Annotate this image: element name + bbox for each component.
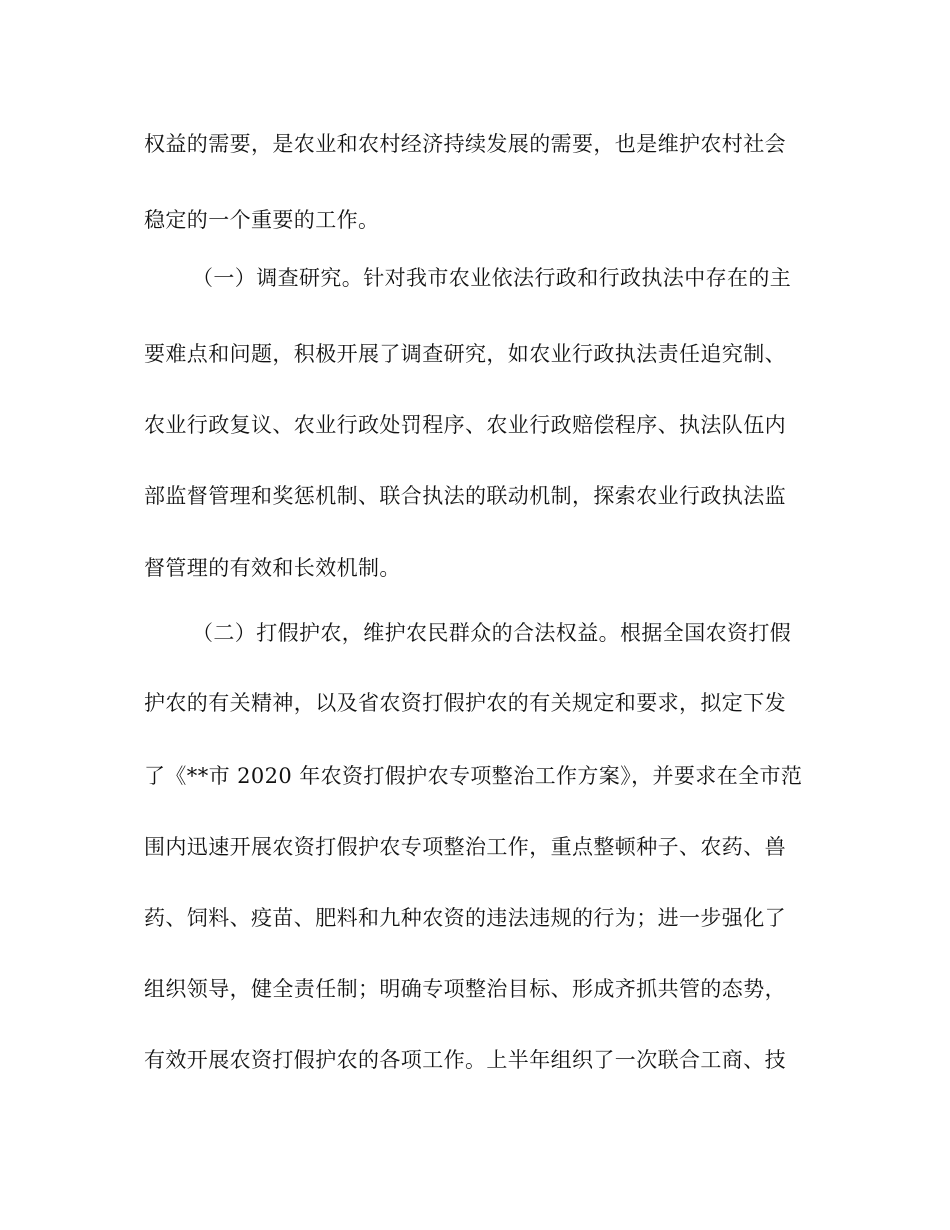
paragraph-line: 药、饲料、疫苗、肥料和九种农资的违法违规的行为；进一步强化了 <box>144 906 786 930</box>
paragraph-line: 有效开展农资打假护农的各项工作。上半年组织了一次联合工商、技 <box>144 1048 786 1072</box>
section-heading-line: （一）调查研究。针对我市农业依法行政和行政执法中存在的主 <box>192 266 792 290</box>
paragraph-line: 了《**市 2020 年农资打假护农专项整治工作方案》，并要求在全市范 <box>144 764 803 788</box>
paragraph-line: 围内迅速开展农资打假护农专项整治工作，重点整顿种子、农药、兽 <box>144 835 786 859</box>
paragraph-line: 权益的需要，是农业和农村经济持续发展的需要，也是维护农村社会 <box>144 132 786 156</box>
paragraph-line: 部监督管理和奖惩机制、联合执法的联动机制，探索农业行政执法监 <box>144 484 786 508</box>
paragraph-line: 组织领导，健全责任制；明确专项整治目标、形成齐抓共管的态势， <box>144 977 786 1001</box>
section-heading-line: （二）打假护农，维护农民群众的合法权益。根据全国农资打假 <box>192 621 792 645</box>
paragraph-line: 稳定的一个重要的工作。 <box>144 208 380 232</box>
paragraph-line: 护农的有关精神，以及省农资打假护农的有关规定和要求，拟定下发 <box>144 691 786 715</box>
paragraph-line: 督管理的有效和长效机制。 <box>144 556 401 580</box>
paragraph-line: 要难点和问题，积极开展了调查研究，如农业行政执法责任追究制、 <box>144 342 786 366</box>
paragraph-line: 农业行政复议、农业行政处罚程序、农业行政赔偿程序、执法队伍内 <box>144 413 786 437</box>
